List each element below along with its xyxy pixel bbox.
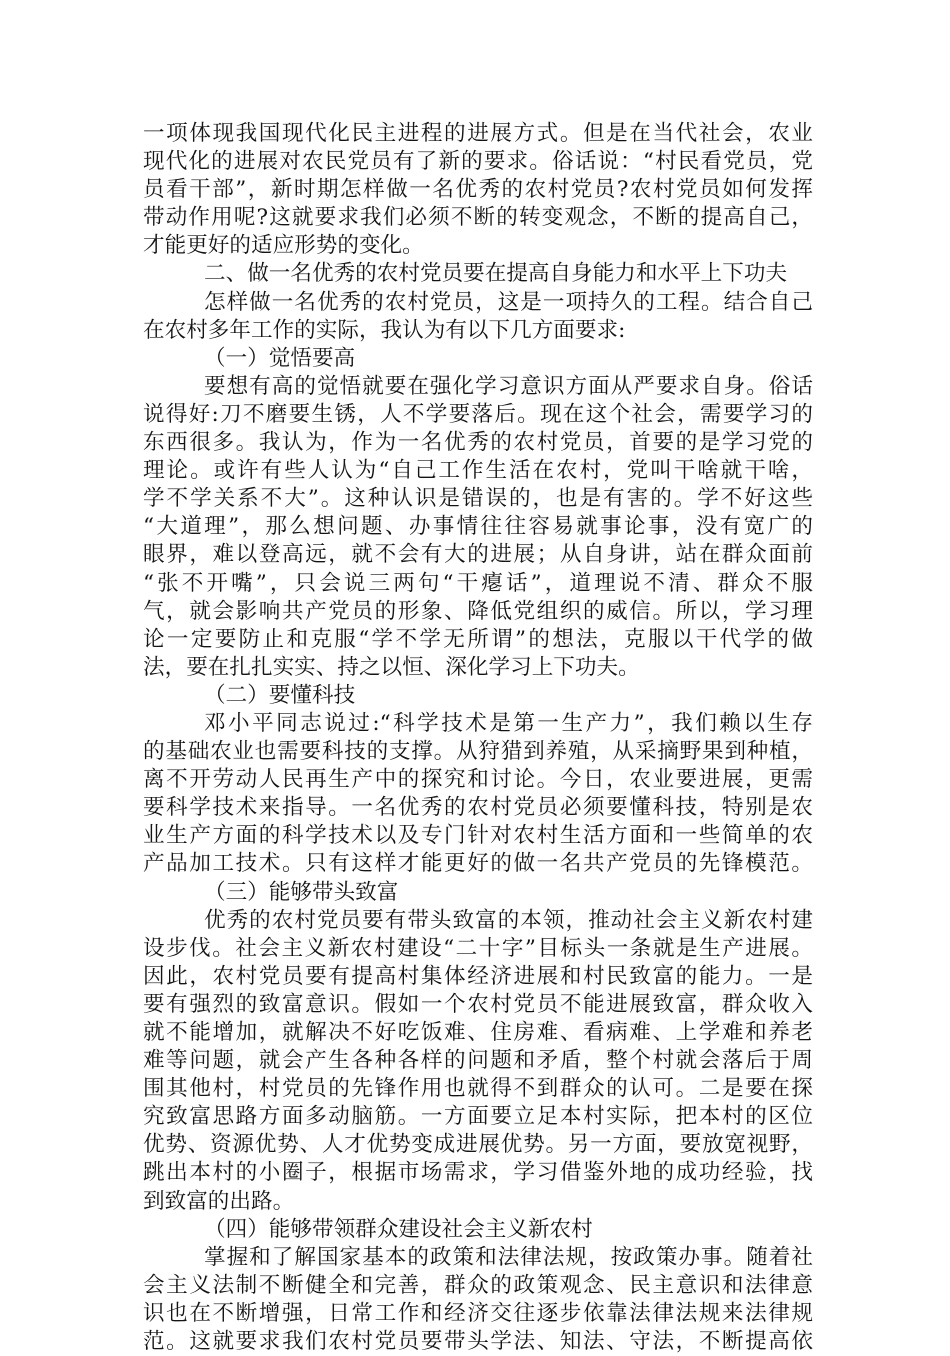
text-line: 设步伐。社会主义新农村建设“二十字”目标头一条就是生产进展。 — [143, 935, 813, 961]
text-line: 眼界，难以登高远，就不会有大的进展；从自身讲，站在群众面前 — [143, 542, 813, 568]
text-line: 要想有高的觉悟就要在强化学习意识方面从严要求自身。俗话 — [204, 373, 813, 399]
text-line: 要有强烈的致富意识。假如一个农村党员不能进展致富，群众收入 — [143, 991, 813, 1017]
text-line: 优势、资源优势、人才优势变成进展优势。另一方面，要放宽视野， — [143, 1132, 813, 1158]
text-line: 因此，农村党员要有提高村集体经济进展和村民致富的能力。一是 — [143, 963, 813, 989]
text-line: 的基础农业也需要科技的支撑。从狩猎到养殖，从采摘野果到种植， — [143, 739, 813, 765]
text-line: 学不学关系不大”。这种认识是错误的，也是有害的。学不好这些 — [143, 486, 813, 512]
text-line: 跳出本村的小圈子，根据市场需求，学习借鉴外地的成功经验，找 — [143, 1160, 813, 1186]
text-line: 东西很多。我认为，作为一名优秀的农村党员，首要的是学习党的 — [143, 430, 813, 456]
text-line: 员看干部”，新时期怎样做一名优秀的农村党员?农村党员如何发挥 — [143, 177, 813, 203]
text-line: 法，要在扎扎实实、持之以恒、深化学习上下功夫。 — [143, 654, 640, 680]
section-heading: （二）要懂科技 — [204, 682, 356, 708]
document-body — [143, 120, 813, 1356]
text-line: 掌握和了解国家基本的政策和法律法规，按政策办事。随着社 — [204, 1244, 813, 1270]
text-line: 气，就会影响共产党员的形象、降低党组织的威信。所以，学习理 — [143, 598, 813, 624]
text-line: 说得好:刀不磨要生锈，人不学要落后。现在这个社会，需要学习的 — [143, 401, 813, 427]
text-line: 邓小平同志说过:“科学技术是第一生产力”，我们赖以生存 — [204, 710, 813, 736]
text-line: 产品加工技术。只有这样才能更好的做一名共产党员的先锋模范。 — [143, 851, 813, 877]
text-line: 要科学技术来指导。一名优秀的农村党员必须要懂科技，特别是农 — [143, 795, 813, 821]
text-line: 就不能增加，就解决不好吃饭难、住房难、看病难、上学难和养老 — [143, 1020, 813, 1045]
text-line: 才能更好的适应形势的变化。 — [143, 233, 424, 259]
text-line: 围其他村，村党员的先锋作用也就得不到群众的认可。二是要在探 — [143, 1076, 813, 1102]
text-line: 到致富的出路。 — [143, 1188, 295, 1214]
text-line: 究致富思路方面多动脑筋。一方面要立足本村实际，把本村的区位 — [143, 1104, 813, 1130]
section-heading: （三）能够带头致富 — [204, 879, 399, 905]
text-line: 理论。或许有些人认为“自己工作生活在农村，党叫干啥就干啥， — [143, 458, 813, 484]
text-line: 现代化的进展对农民党员有了新的要求。俗话说：“村民看党员，党 — [143, 149, 813, 175]
text-line: “大道理”，那么想问题、办事情往往容易就事论事，没有宽广的 — [143, 514, 813, 540]
text-line: 离不开劳动人民再生产中的探究和讨论。今日，农业要进展，更需 — [143, 767, 813, 793]
section-heading: （一）觉悟要高 — [204, 345, 356, 371]
text-line: 业生产方面的科学技术以及专门针对农村生活方面和一些简单的农 — [143, 823, 813, 849]
text-line: 范。这就要求我们农村党员要带头学法、知法、守法，不断提高依 — [143, 1329, 813, 1355]
text-line: “张不开嘴”，只会说三两句“干瘪话”，道理说不清、群众不服 — [143, 570, 813, 596]
text-line: 在农村多年工作的实际，我认为有以下几方面要求: — [143, 317, 626, 343]
section-heading: 二、做一名优秀的农村党员要在提高自身能力和水平上下功夫 — [204, 261, 788, 287]
section-heading: （四）能够带领群众建设社会主义新农村 — [204, 1216, 593, 1242]
text-line: 识也在不断增强，日常工作和经济交往逐步依靠法律法规来法律规 — [143, 1300, 813, 1326]
text-line: 优秀的农村党员要有带头致富的本领，推动社会主义新农村建 — [204, 907, 813, 933]
text-line: 一项体现我国现代化民主进程的进展方式。但是在当代社会，农业 — [143, 121, 813, 146]
text-line: 难等问题，就会产生各种各样的问题和矛盾，整个村就会落后于周 — [143, 1048, 813, 1074]
text-line: 会主义法制不断健全和完善，群众的政策观念、民主意识和法律意 — [143, 1272, 813, 1298]
text-line: 怎样做一名优秀的农村党员，这是一项持久的工程。结合自己 — [204, 289, 813, 315]
text-line: 带动作用呢?这就要求我们必须不断的转变观念，不断的提高自己， — [143, 205, 813, 231]
text-line: 论一定要防止和克服“学不学无所谓”的想法，克服以干代学的做 — [143, 626, 813, 652]
